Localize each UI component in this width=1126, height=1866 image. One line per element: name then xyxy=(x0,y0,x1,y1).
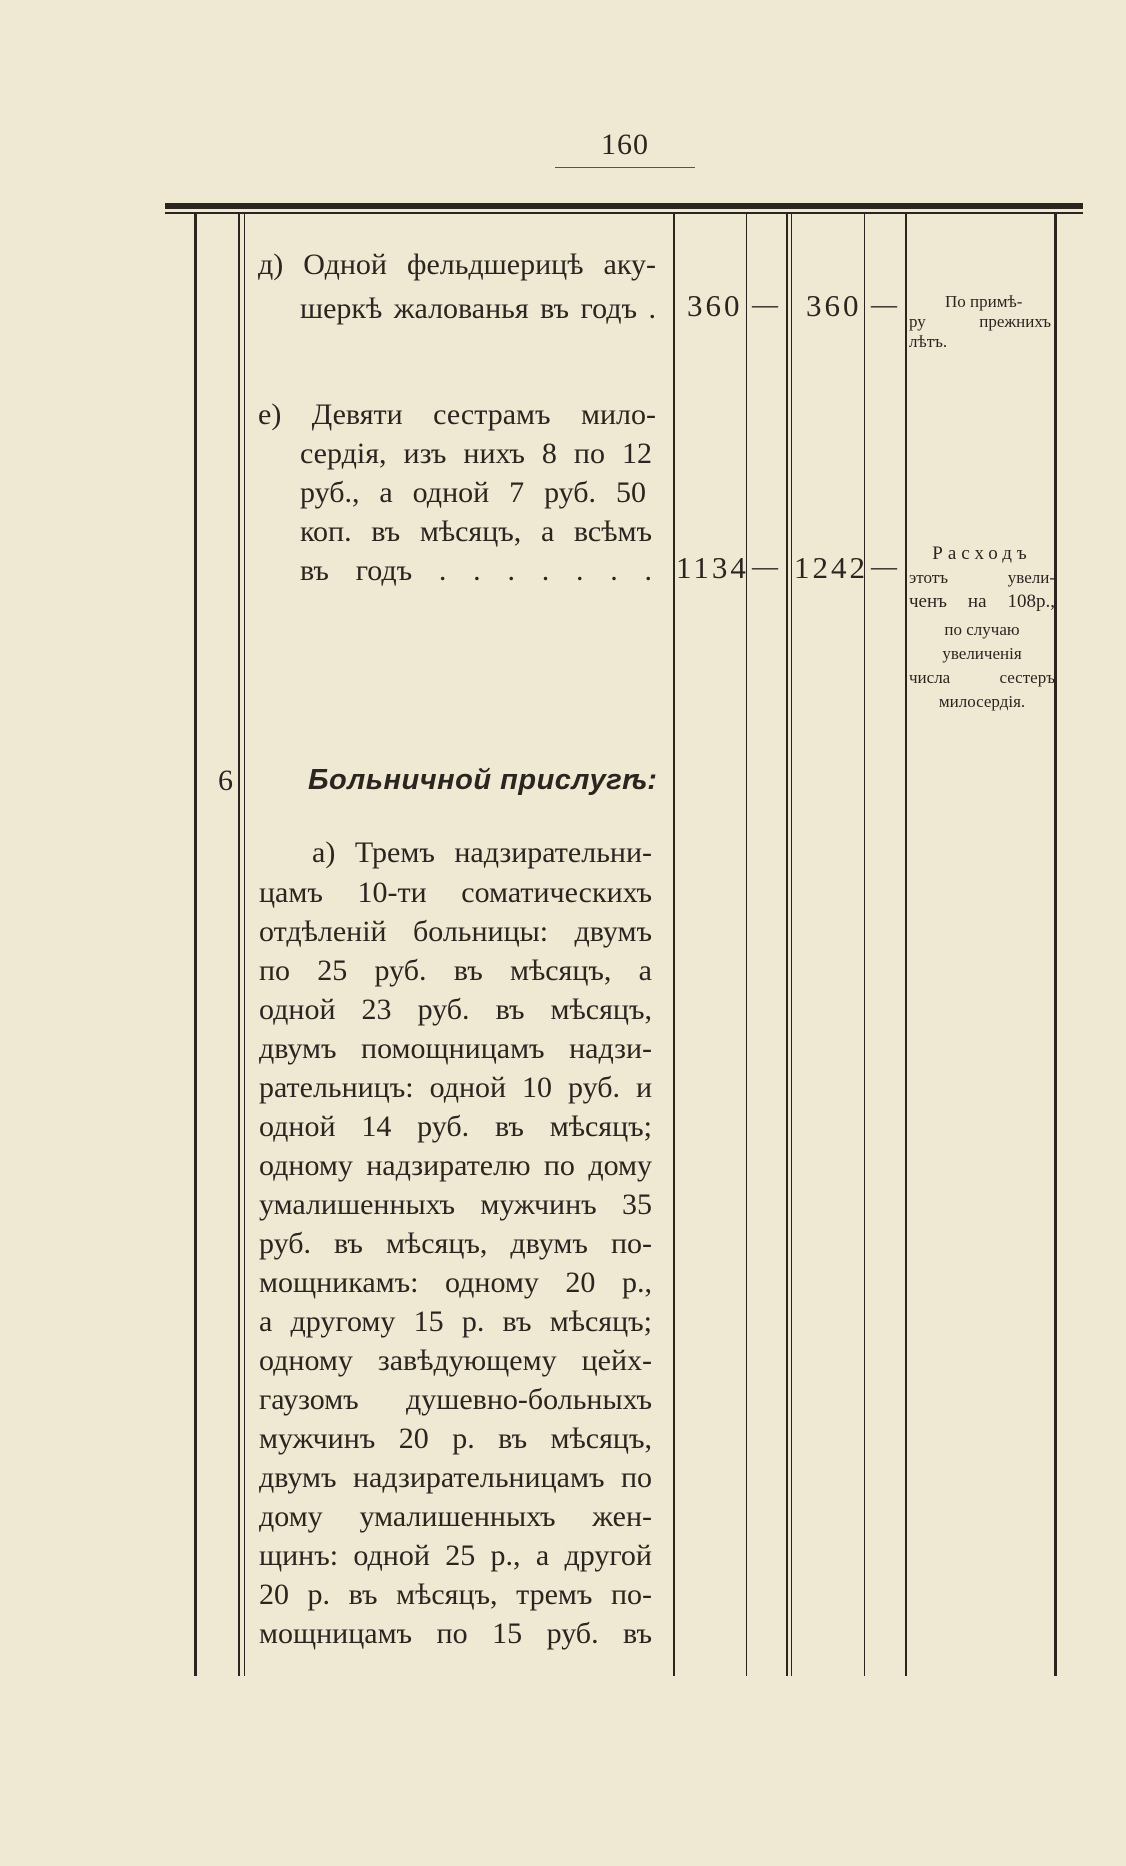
column-rule xyxy=(238,214,240,1676)
item-a-line: одной 23 руб. въ мѣсяцъ, xyxy=(259,993,652,1026)
item-e-dash: — xyxy=(752,552,778,581)
page-number-rule xyxy=(555,167,695,168)
item-a-line: по 25 руб. въ мѣсяцъ, а xyxy=(259,954,652,987)
column-rule xyxy=(791,214,792,1676)
item-a-line: а другому 15 р. въ мѣсяцъ; xyxy=(259,1305,652,1338)
item-a-line: мужчинъ 20 р. въ мѣсяцъ, xyxy=(259,1422,652,1455)
item-d-line: д) Одной фельдшерицѣ аку- xyxy=(258,248,656,281)
item-e-line: е) Девяти сестрамъ мило- xyxy=(258,398,656,431)
item-d-dash-2: — xyxy=(871,290,897,319)
item-e-note-line: числа сестеръ xyxy=(909,668,1055,687)
item-d-line: шеркѣ жалованья въ годъ . xyxy=(300,292,656,325)
section-title: Больничной прислугѣ: xyxy=(308,764,658,796)
item-e-line: въ годъ . . . . . . . xyxy=(300,554,652,587)
item-a-line: гаузомъ душевно-больныхъ xyxy=(259,1383,652,1416)
item-a-line: дому умалишенныхъ жен- xyxy=(259,1500,652,1533)
column-rule xyxy=(1054,214,1057,1676)
item-e-note-line: милосердія. xyxy=(938,692,1026,711)
page-number: 160 xyxy=(601,128,649,161)
item-d-amount-2: 360 xyxy=(806,288,862,323)
item-e-note-line: по случаю xyxy=(944,620,1020,639)
item-a-line: отдѣленій больницы: двумъ xyxy=(259,915,652,948)
item-e-note-line: ченъ на 108р., xyxy=(909,591,1055,612)
item-e-note-line: увеличенія xyxy=(942,644,1022,663)
item-e-line: коп. въ мѣсяцъ, а всѣмъ xyxy=(300,515,652,548)
item-d-note-line: лѣтъ. xyxy=(909,332,948,351)
item-a-line: двумъ помощницамъ надзи- xyxy=(259,1032,652,1065)
item-a-line: рательницъ: одной 10 руб. и xyxy=(259,1071,652,1104)
column-rule xyxy=(194,214,197,1676)
item-a-line: 20 р. въ мѣсяцъ, тремъ по- xyxy=(259,1578,652,1611)
column-rule xyxy=(786,214,788,1676)
item-a-line: одному завѣдующему цейх- xyxy=(259,1344,652,1377)
item-d-dash: — xyxy=(752,290,778,319)
item-a-line: щинъ: одной 25 р., а другой xyxy=(259,1539,652,1572)
item-e-amount: 1134 xyxy=(676,550,749,585)
item-e-line: сердія, изъ нихъ 8 по 12 xyxy=(300,437,652,470)
item-a-line: мощницамъ по 15 руб. въ xyxy=(259,1617,652,1650)
item-a-line: а) Тремъ надзирательни- xyxy=(312,836,652,869)
column-rule xyxy=(905,214,907,1676)
item-a-line: одной 14 руб. въ мѣсяцъ; xyxy=(259,1110,652,1143)
column-rule xyxy=(673,214,675,1676)
item-e-amount-2: 1242 xyxy=(794,550,868,585)
item-d-note-line: По примѣ- xyxy=(945,292,1023,311)
item-e-note-line: этотъ увели- xyxy=(909,568,1055,587)
section-number: 6 xyxy=(218,764,233,797)
item-a-line: руб. въ мѣсяцъ, двумъ по- xyxy=(259,1227,652,1260)
item-a-line: цамъ 10-ти соматическихъ xyxy=(259,876,652,909)
table-top-rule xyxy=(165,203,1083,209)
item-e-note-line: Расходъ xyxy=(932,543,1032,564)
item-d-note-line: ру прежнихъ xyxy=(909,312,1051,331)
item-e-line: руб., а одной 7 руб. 50 xyxy=(300,476,646,509)
column-rule xyxy=(746,214,747,1676)
item-a-line: мощникамъ: одному 20 р., xyxy=(259,1266,652,1299)
column-rule xyxy=(244,214,245,1676)
item-a-line: одному надзирателю по дому xyxy=(259,1149,652,1182)
item-a-line: умалишенныхъ мужчинъ 35 xyxy=(259,1188,652,1221)
item-a-line: двумъ надзирательницамъ по xyxy=(259,1461,652,1494)
column-rule xyxy=(864,214,865,1676)
item-e-dash-2: — xyxy=(871,552,897,581)
item-d-amount: 360 xyxy=(687,288,743,323)
table-top-rule-thin xyxy=(165,212,1083,214)
